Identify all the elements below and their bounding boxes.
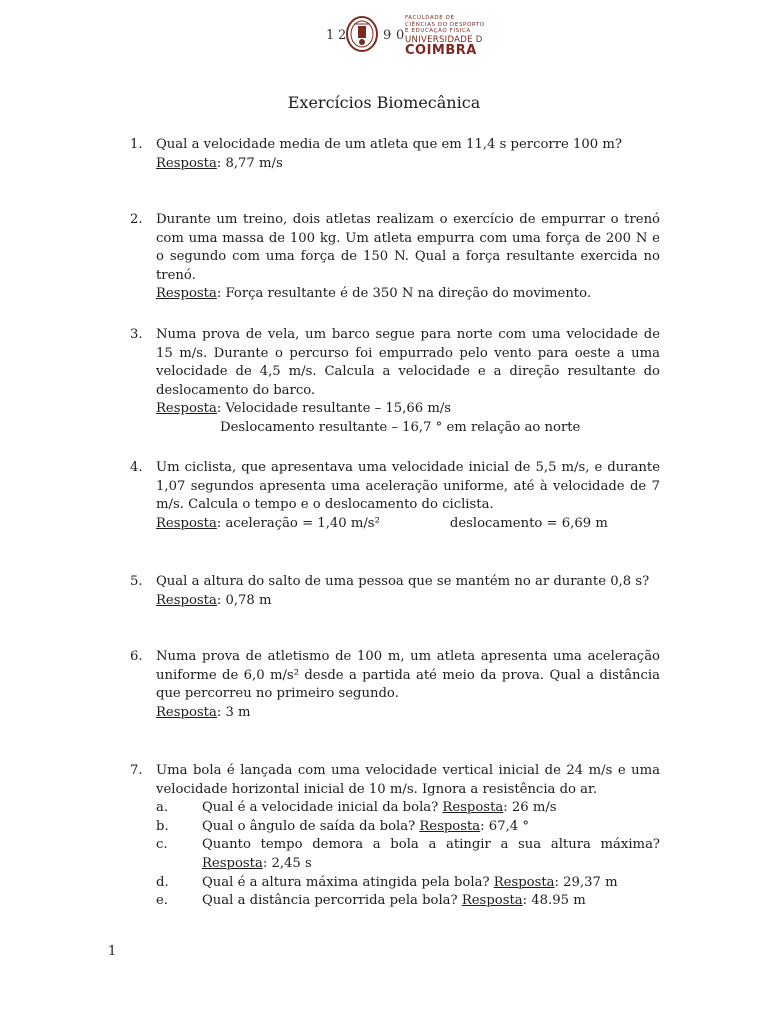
page-number: 1 [108, 944, 117, 959]
institution-line: E EDUCAÇÃO FÍSICA [405, 28, 471, 34]
sub-question-text: Qual o ângulo de saída da bola? [202, 818, 420, 834]
answer-label: Resposta [156, 401, 217, 417]
exercise-question: Durante um treino, dois atletas realizam o exercício de empurrar o trenó com uma massa de 100 kg. Um atleta empurra com uma força de 200 N e o segundo com uma força de 150 N. Qual a força resultante exercida no trenó. [156, 212, 660, 283]
exercise-item [130, 459, 660, 533]
exercise-answer [156, 400, 660, 419]
answer-label: Resposta [156, 592, 217, 608]
answer-label: Resposta [156, 704, 217, 720]
answer-label: Resposta [156, 286, 217, 302]
institution-line: FACULDADE DE [405, 15, 455, 21]
year-digit: 2 [338, 28, 348, 43]
exercise-answer [156, 592, 660, 611]
answer-value: : 29,37 m [554, 874, 618, 890]
exercise-number: 7. [130, 763, 143, 778]
exercise-number: 6. [130, 649, 143, 664]
answer-value: : 3 m [216, 704, 251, 720]
answer-label: Resposta [461, 893, 523, 909]
sub-question [156, 836, 660, 873]
exercise-item [130, 648, 660, 722]
answer-value-secondary: Deslocamento resultante – 16,7 ° em relação ao norte [220, 419, 581, 435]
sub-question-letter: b. [156, 818, 169, 834]
answer-label: Resposta [493, 874, 555, 890]
exercise-number: 4. [130, 460, 143, 475]
header [0, 14, 768, 60]
sub-question-letter: e. [156, 893, 168, 909]
university-seal-icon [344, 14, 380, 54]
exercise-question: Qual a altura do salto de uma pessoa que se mantém no ar durante 0,8 s? [156, 574, 650, 589]
exercise-item [130, 326, 660, 438]
sub-question-text: Quanto tempo demora a bola a atingir a sua altura máxima? [202, 837, 660, 853]
page-title: Exercícios Biomecânica [287, 93, 481, 112]
exercise-question: Numa prova de atletismo de 100 m, um atleta apresenta uma aceleração uniforme de 6,0 m/s² desde a partida até meio da prova. Qual a distância que percorreu no primeiro segundo. [156, 649, 660, 702]
exercise-question: Qual a velocidade media de um atleta que em 11,4 s percorre 100 m? [156, 137, 622, 152]
year-digit: 9 [383, 28, 393, 43]
sub-question-letter: a. [156, 800, 169, 816]
exercise-item [130, 136, 660, 173]
exercise-number: 5. [130, 574, 143, 589]
exercise-question: Numa prova de vela, um barco segue para norte com uma velocidade de 15 m/s. Durante o percurso foi empurrado pelo vento para oeste a uma velocidade de 4,5 m/s. Calcula a velocidade e a direção resultante do deslocamento do barco. [156, 327, 660, 398]
exercise-number: 2. [130, 212, 143, 227]
answer-value: : 48.95 m [522, 893, 586, 909]
sub-question [156, 799, 660, 818]
answer-value: : 2,45 s [262, 855, 312, 871]
sub-question-letter: c. [156, 837, 168, 853]
sub-question-text: Qual é a altura máxima atingida pela bola? [202, 874, 494, 890]
institution-line: CIÊNCIAS DO DESPORTO [405, 21, 485, 28]
exercise-number: 3. [130, 327, 143, 342]
answer-value: : 8,77 m/s [216, 155, 283, 171]
answer-label: Resposta [156, 155, 217, 171]
answer-value: : Velocidade resultante – 15,66 m/s [216, 401, 452, 417]
answer-label: Resposta [442, 800, 504, 816]
exercise-question: Um ciclista, que apresentava uma velocidade inicial de 5,5 m/s, e durante 1,07 segundos apresenta uma aceleração uniforme, até à velocidade de 7 m/s. Calcula o tempo e o deslocamento do ciclista. [156, 460, 660, 513]
sub-question [156, 874, 660, 893]
exercise-answer [156, 285, 660, 304]
answer-value: : 0,78 m [216, 592, 272, 608]
exercise-question: Uma bola é lançada com uma velocidade vertical inicial de 24 m/s e uma velocidade horizontal inicial de 10 m/s. Ignora a resistência do ar. [156, 763, 660, 797]
university-line: UNIVERSIDADE D [405, 34, 483, 45]
exercise-item [130, 573, 660, 610]
answer-value: : aceleração = 1,40 m/s² [216, 515, 380, 531]
sub-question-letter: d. [156, 874, 169, 890]
exercise-item [130, 762, 660, 911]
answer-label: Resposta [419, 818, 481, 834]
answer-value: : 26 m/s [503, 800, 557, 816]
exercise-item [130, 211, 660, 304]
institution-name [405, 16, 495, 57]
answer-value: : 67,4 ° [480, 818, 529, 834]
answer-label: Resposta [202, 855, 263, 871]
sub-question-text: Qual é a velocidade inicial da bola? [202, 800, 443, 816]
city-name: COIMBRA [405, 43, 477, 58]
sub-question [156, 892, 660, 911]
exercise-answer [156, 704, 660, 723]
sub-question-text: Qual a distância percorrida pela bola? [202, 893, 462, 909]
exercise-number: 1. [130, 137, 143, 152]
sub-question [156, 818, 660, 837]
exercise-answer [156, 515, 660, 534]
year-digit: 0 [396, 28, 406, 43]
year-digit: 1 [326, 28, 336, 43]
answer-value-secondary: deslocamento = 6,69 m [449, 515, 608, 531]
answer-value: : Força resultante é de 350 N na direção do movimento. [216, 286, 592, 302]
exercise-answer [156, 155, 660, 174]
answer-label: Resposta [156, 515, 217, 531]
